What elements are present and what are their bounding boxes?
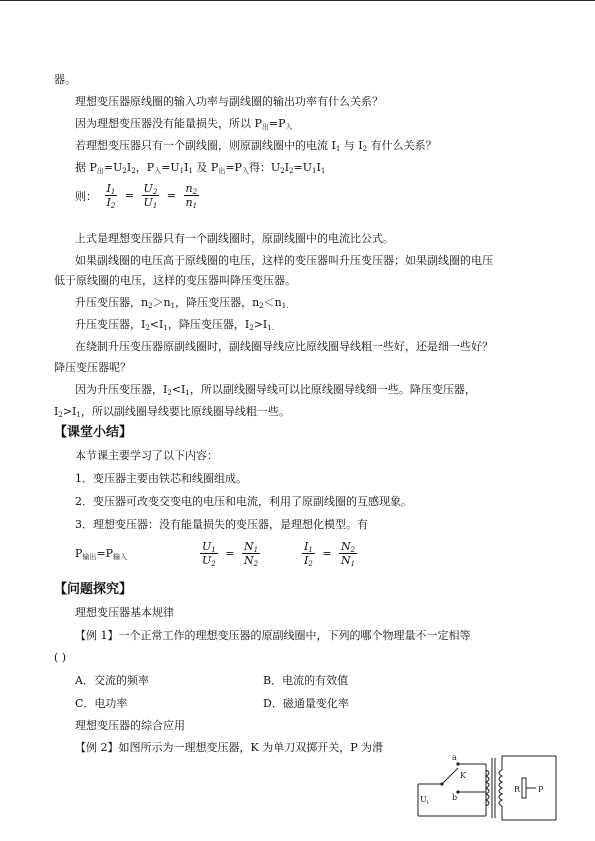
text-line: 理想变压器基本规律 [75,606,174,619]
text-line: 据 $P_出=U_2I_2$，$P_入=U_1I_1$ 及 $P_出=P_入$得：$U_2I_2=U_1I_1$ [75,161,326,175]
text-line: 1．变压器主要由铁芯和线圈组成。 [75,472,247,485]
answer-blank: ( ) [54,651,67,664]
text-line: 若理想变压器只有一个副线圈，则原副线圈中的电流 $I_1$ 与 $I_2$ 有什么关系？ [75,139,437,153]
current-ratio-formula: 则： $\frac{I_1}{I_2}$ = $\frac{U_2}{U_1}$ = $\frac{n_2}{n_1}$ [75,182,198,210]
label-u1-sub: 1 [426,800,430,806]
switch-pivot [440,782,443,785]
fraction: $\frac{N_1}{N_2}$ [243,540,259,568]
text-line: 理想变压器原线圈的输入功率与副线圈的输出功率有什么关系？ [75,95,383,108]
section-heading-summary: 【课堂小结】 [54,425,133,440]
option-a: A．交流的频率 [75,674,149,687]
current-ratio-summary-formula: $\frac{I_1}{I_2}$ = $\frac{N_2}{N_1}$ [304,540,356,568]
text-line: 因为理想变压器没有能量损失，所以 $P_出=P_入$ [75,117,293,131]
text-line: $I_2>I_1$，所以副线圈导线要比原线圈导线粗一些。 [54,405,290,419]
option-d: D．磁通量变化率 [263,697,349,710]
text-line: 2．变压器可改变交变电的电压和电流，利用了原副线圈的互感现象。 [75,495,412,508]
fraction: $\frac{I_1}{I_2}$ [106,182,116,210]
text-line: 理想变压器的综合应用 [75,719,185,732]
page-top-rule [0,0,595,1]
text-line: 升压变压器，$n_2>n_1$，降压变压器，$n_2<n_{1.}$ [75,296,289,310]
switch-contact-a [456,762,459,765]
label-k: K [460,771,466,780]
text-line: 低于原线圈的电压，这样的变压器叫降压变压器。 [54,274,296,287]
text-line: 因为升压变压器，$I_2<I_1$，所以副线圈导线可以比原线圈导线细一些。降压变压器， [75,383,476,397]
text-line: 本节课主要学习了以下内容： [75,449,218,462]
power-equation: $P_{输出}=P_{输入}$ [75,547,128,561]
label-a: a [452,753,457,762]
example-2-question: 【例 2】如图所示为一理想变压器，K 为单刀双掷开关，P 为滑 [75,741,384,754]
text-line: 降压变压器呢？ [54,361,131,374]
label-r: R [514,785,521,794]
fraction: $\frac{U_2}{U_1}$ [143,182,158,210]
option-c: C．电功率 [75,697,128,710]
fraction: $\frac{U_1}{U_2}$ [202,540,216,568]
text-line: 器。 [54,73,76,86]
voltage-ratio-formula: $\frac{U_1}{U_2}$ = $\frac{N_1}{N_2}$ [202,540,259,568]
label-b: b [452,793,458,802]
text-line: 3．理想变压器：没有能量损失的变压器，是理想化模型。有 [75,518,368,531]
label-p: P [538,785,544,794]
text-line: 升压变压器，$I_2<I_1$，降压变压器，$I_2>I_{1.}$ [75,318,274,332]
example-1-question: 【例 1】一个正常工作的理想变压器的原副线圈中，下列的哪个物理量不一定相等 [75,629,471,642]
text-line: 如果副线圈的电压高于原线圈的电压，这样的变压器叫升压变压器；如果副线圈的电压 [75,254,493,267]
fraction: $\frac{N_2}{N_1}$ [341,540,356,568]
text-line: 上式是理想变压器只有一个副线圈时，原副线圈中的电流比公式。 [75,232,394,245]
label-u1: U [420,795,427,804]
option-b: B．电流的有效值 [263,674,349,687]
fraction: $\frac{n_2}{n_1}$ [185,182,198,210]
transformer-circuit-diagram [414,750,564,822]
fraction: $\frac{I_1}{I_2}$ [304,540,313,568]
text-line: 在绕制升压变压器原副线圈时，副线圈导线应比原线圈导线粗一些好，还是细一些好？ [75,340,493,353]
section-heading-inquiry: 【问题探究】 [54,582,133,597]
